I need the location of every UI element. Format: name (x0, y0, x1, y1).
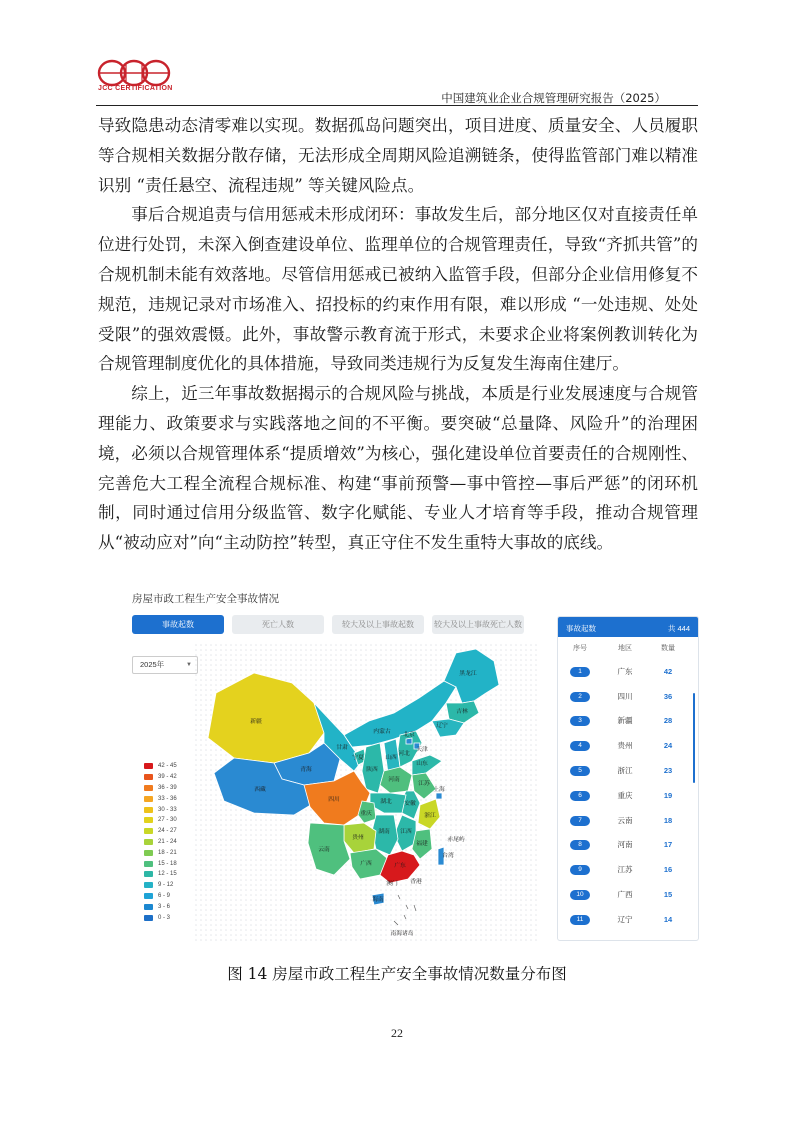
table-row[interactable] (558, 709, 698, 734)
count-cell: 42 (663, 666, 673, 676)
year-select-value: 2025年 (140, 660, 165, 669)
legend-item[interactable] (144, 891, 177, 902)
logo-text: JCC CERTIFICATION (98, 85, 173, 92)
figure-caption: 图 14 房屋市政工程生产安全事故情况数量分布图 (227, 965, 567, 983)
column-header: 地区 (618, 645, 632, 652)
legend-item[interactable] (144, 772, 177, 783)
column-header: 数量 (661, 645, 675, 652)
map-label: 山东 (416, 761, 428, 767)
count-cell: 28 (663, 716, 673, 726)
count-cell: 36 (663, 691, 673, 701)
rank-badge: 6 (570, 791, 590, 801)
legend-label: 30 - 33 (158, 806, 177, 813)
rank-cell (558, 864, 602, 875)
table-row[interactable] (558, 659, 698, 684)
map-label: 广西 (360, 861, 372, 867)
rank-cell (558, 691, 602, 702)
legend-label: 3 - 6 (158, 903, 171, 910)
rank-badge: 10 (570, 890, 590, 900)
legend-item[interactable] (144, 901, 177, 912)
map-label: 南海诸岛 (390, 931, 414, 937)
year-select[interactable] (132, 656, 198, 674)
legend-label: 39 - 42 (158, 774, 177, 781)
rank-badge: 4 (570, 741, 590, 751)
legend-swatch (144, 785, 153, 791)
accident-dashboard (124, 585, 704, 945)
region-cell: 云南 (617, 815, 633, 825)
map-label: 湖北 (380, 799, 392, 805)
table-row[interactable] (558, 907, 698, 932)
legend-label: 21 - 24 (158, 838, 177, 845)
legend-label: 12 - 15 (158, 871, 177, 878)
legend-swatch (144, 774, 153, 780)
count-cell: 19 (663, 790, 673, 800)
ranking-title: 事故起数 (566, 624, 596, 633)
map-label: 澳门 (386, 881, 398, 887)
body-text (98, 111, 698, 558)
map-label: 安徽 (404, 801, 416, 807)
ranking-columns (558, 637, 698, 659)
tab-major-accident-count[interactable]: 较大及以上事故起数 (332, 615, 424, 634)
rank-cell (558, 715, 602, 726)
map-label: 赤尾屿 (447, 837, 465, 843)
count-cell: 16 (663, 865, 673, 875)
count-cell: 18 (663, 815, 673, 825)
table-row[interactable] (558, 783, 698, 808)
legend-swatch (144, 796, 153, 802)
legend-label: 36 - 39 (158, 784, 177, 791)
rank-badge: 9 (570, 865, 590, 875)
column-header: 序号 (573, 645, 587, 652)
china-map (194, 643, 539, 943)
legend-item[interactable] (144, 804, 177, 815)
map-label: 内蒙古 (373, 729, 391, 735)
map-label: 香港 (410, 879, 422, 885)
rank-badge: 5 (570, 766, 590, 776)
map-label: 湖南 (378, 829, 390, 835)
region-cell: 广东 (617, 666, 633, 676)
scrollbar[interactable] (693, 693, 695, 783)
region-cell: 新疆 (617, 716, 633, 726)
paragraph: 导致隐患动态清零难以实现。数据孤岛问题突出，项目进度、质量安全、人员履职等合规相关数据分散存储，无法形成全周期风险追溯链条，使得监管部门难以精准识别 “责任悬空、流程违规” 等关键风险点。 (98, 116, 698, 195)
legend-item[interactable] (144, 858, 177, 869)
table-row[interactable] (558, 733, 698, 758)
legend-swatch (144, 763, 153, 769)
map-label: 辽宁 (436, 723, 448, 729)
table-row[interactable] (558, 808, 698, 833)
map-label: 新疆 (250, 719, 262, 725)
legend-swatch (144, 915, 153, 921)
legend-item[interactable] (144, 761, 177, 772)
ranking-table (557, 616, 699, 941)
legend-label: 24 - 27 (158, 828, 177, 835)
count-cell: 15 (663, 890, 673, 900)
legend-swatch (144, 828, 153, 834)
region-cell: 江苏 (617, 865, 633, 875)
map-label: 天津 (416, 747, 428, 753)
ranking-total: 共 444 (667, 624, 690, 633)
rank-cell (558, 740, 602, 751)
legend-swatch (144, 817, 153, 823)
legend-swatch (144, 904, 153, 910)
jcc-logo-icon (96, 58, 172, 100)
legend-item[interactable] (144, 793, 177, 804)
rank-cell (558, 790, 602, 801)
ranking-header (558, 617, 698, 637)
legend-label: 27 - 30 (158, 817, 177, 824)
legend-swatch (144, 850, 153, 856)
rank-badge: 7 (570, 816, 590, 826)
map-label: 上海 (433, 787, 445, 793)
map-label: 河南 (388, 777, 400, 783)
map-label: 青海 (300, 767, 312, 773)
map-label: 西藏 (254, 787, 266, 793)
rank-badge: 2 (570, 692, 590, 702)
region-cell: 广西 (617, 890, 633, 900)
table-row[interactable] (558, 684, 698, 709)
tab-major-death-count[interactable]: 较大及以上事故死亡人数 (432, 615, 524, 634)
rank-cell (558, 914, 602, 925)
legend-label: 15 - 18 (158, 860, 177, 867)
region-cell: 浙江 (617, 766, 633, 776)
count-cell: 23 (663, 766, 673, 776)
legend-label: 9 - 12 (158, 882, 174, 889)
map-label: 陕西 (366, 767, 378, 773)
chevron-down-icon: ▼ (186, 662, 192, 668)
color-legend (144, 761, 177, 923)
count-cell: 14 (663, 914, 673, 924)
rank-badge: 3 (570, 716, 590, 726)
legend-item[interactable] (144, 783, 177, 794)
paragraph: 综上，近三年事故数据揭示的合规风险与挑战，本质是行业发展速度与合规管理能力、政策要求与实践落地之间的不平衡。要突破“总量降、风险升”的治理困境，必须以合规管理体系“提质增效”为核心，强化建设单位首要责任的合规刚性、完善危大工程全流程合规标准、构建“事前预警—事中管控—事后严惩”的闭环机制，同时通过信用分级监管、数字化赋能、专业人才培育等手段，推动合规管理从“被动应对”向“主动防控”转型，真正守住不发生重特大事故的底线。 (98, 384, 698, 553)
region-cell: 河南 (617, 840, 633, 850)
legend-swatch (144, 871, 153, 877)
province-beijing[interactable] (406, 738, 412, 744)
legend-item[interactable] (144, 912, 177, 923)
page-number: 22 (391, 1026, 403, 1040)
map-label: 北京 (403, 732, 415, 738)
legend-label: 18 - 21 (158, 849, 177, 856)
map-label: 贵州 (352, 835, 364, 841)
legend-swatch (144, 861, 153, 867)
map-label: 河北 (398, 751, 410, 757)
legend-item[interactable] (144, 869, 177, 880)
table-row[interactable] (558, 882, 698, 907)
legend-swatch (144, 893, 153, 899)
table-row[interactable] (558, 857, 698, 882)
table-row[interactable] (558, 758, 698, 783)
map-label: 黑龙江 (459, 671, 477, 677)
map-label: 四川 (328, 797, 340, 803)
legend-label: 33 - 36 (158, 795, 177, 802)
map-label: 甘肃 (336, 745, 348, 751)
legend-item[interactable] (144, 847, 177, 858)
rank-badge: 8 (570, 840, 590, 850)
ranking-body (558, 659, 698, 932)
legend-item[interactable] (144, 826, 177, 837)
legend-item[interactable] (144, 880, 177, 891)
count-cell: 17 (663, 840, 673, 850)
map-label: 宁夏 (352, 755, 364, 761)
map-label: 云南 (318, 847, 330, 853)
metric-tabs (132, 615, 524, 634)
header-divider (96, 105, 698, 106)
count-cell: 24 (663, 741, 673, 751)
rank-cell (558, 815, 602, 826)
map-label: 浙江 (424, 813, 436, 819)
panel-title: 房屋市政工程生产安全事故情况 (132, 593, 279, 605)
table-row[interactable] (558, 833, 698, 858)
tab-accident-count[interactable]: 事故起数 (132, 615, 224, 634)
legend-item[interactable] (144, 837, 177, 848)
rank-badge: 1 (570, 667, 590, 677)
region-cell: 辽宁 (617, 914, 633, 924)
map-label: 福建 (416, 841, 428, 847)
legend-label: 0 - 3 (158, 914, 171, 921)
region-cell: 贵州 (617, 741, 633, 751)
rank-cell (558, 765, 602, 776)
tab-death-count[interactable]: 死亡人数 (232, 615, 324, 634)
legend-swatch (144, 882, 153, 888)
rank-badge: 11 (570, 915, 590, 925)
rank-cell (558, 666, 602, 677)
map-label: 山西 (385, 755, 397, 761)
map-label: 吉林 (456, 709, 468, 715)
legend-swatch (144, 807, 153, 813)
map-label: 海南 (372, 897, 384, 903)
province-shanghai[interactable] (436, 793, 442, 799)
map-label: 重庆 (360, 811, 372, 817)
paragraph: 事后合规追责与信用惩戒未形成闭环：事故发生后，部分地区仅对直接责任单位进行处罚，未深入倒查建设单位、监理单位的合规管理责任，导致“齐抓共管”的合规机制未能有效落地。尽管信用惩戒已被纳入监管手段，但部分企业信用修复不规范，违规记录对市场准入、招投标的约束作用有限，难以形成 “一处违规、处处受限”的强效震慑。此外，事故警示教育流于形式，未要求企业将案例教训转化为合规管理制度优化的具体措施，导致同类违规行为反复发生海南住建厅。 (98, 205, 698, 374)
rank-cell (558, 839, 602, 850)
legend-label: 42 - 45 (158, 763, 177, 770)
legend-swatch (144, 839, 153, 845)
map-label: 台湾 (442, 853, 454, 859)
header-title: 中国建筑业企业合规管理研究报告（2025） (441, 91, 666, 105)
map-label: 江苏 (418, 781, 430, 787)
region-cell: 四川 (617, 691, 633, 701)
legend-item[interactable] (144, 815, 177, 826)
legend-label: 6 - 9 (158, 892, 171, 899)
rank-cell (558, 889, 602, 900)
region-cell: 重庆 (617, 790, 633, 800)
map-label: 江西 (400, 829, 412, 835)
map-label: 广东 (394, 863, 406, 869)
